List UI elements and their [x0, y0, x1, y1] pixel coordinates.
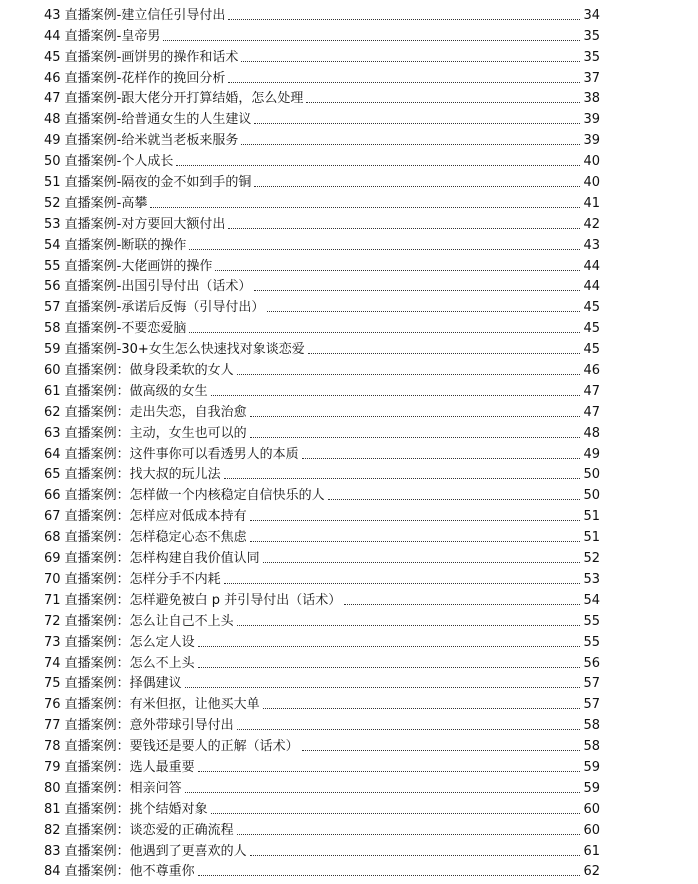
toc-entry-title: 68 直播案例：怎样稳定心态不焦虑 [44, 530, 247, 546]
toc-entry-page: 43 [583, 237, 600, 253]
dot-leader [250, 436, 581, 438]
toc-entry-page: 47 [583, 404, 600, 420]
toc-entry-page: 60 [583, 822, 600, 838]
toc-entry-page: 38 [583, 91, 600, 107]
toc-entry[interactable] [44, 754, 600, 775]
toc-entry[interactable] [44, 566, 600, 587]
toc-entry-title: 65 直播案例：找大叔的玩儿法 [44, 467, 221, 483]
toc-entry-title: 61 直播案例：做高级的女生 [44, 383, 208, 399]
toc-entry-page: 48 [583, 425, 600, 441]
dot-leader [344, 603, 580, 605]
dot-leader [237, 624, 581, 626]
toc-entry-page: 62 [583, 864, 600, 880]
toc-entry[interactable] [44, 2, 600, 23]
toc-entry-title: 63 直播案例：主动，女生也可以的 [44, 425, 247, 441]
toc-entry-page: 45 [583, 321, 600, 337]
toc-entry-page: 35 [583, 49, 600, 65]
toc-entry[interactable] [44, 859, 600, 880]
dot-leader [308, 352, 581, 354]
toc-entry-page: 57 [583, 697, 600, 713]
toc-entry[interactable] [44, 650, 600, 671]
toc-entry[interactable] [44, 399, 600, 420]
toc-entry-title: 59 直播案例-30+女生怎么快速找对象谈恋爱 [44, 342, 305, 358]
toc-entry-title: 83 直播案例：他遇到了更喜欢的人 [44, 843, 247, 859]
toc-entry-title: 72 直播案例：怎么让自己不上头 [44, 613, 234, 629]
toc-entry[interactable] [44, 775, 600, 796]
toc-entry-page: 39 [583, 133, 600, 149]
dot-leader [224, 477, 581, 479]
toc-entry[interactable] [44, 315, 600, 336]
dot-leader [263, 707, 581, 709]
toc-entry-page: 57 [583, 676, 600, 692]
toc-entry[interactable] [44, 462, 600, 483]
toc-entry-title: 44 直播案例-皇帝男 [44, 28, 161, 44]
toc-entry-title: 70 直播案例：怎样分手不内耗 [44, 571, 221, 587]
toc-entry[interactable] [44, 838, 600, 859]
toc-entry[interactable] [44, 524, 600, 545]
toc-entry-title: 53 直播案例-对方要回大额付出 [44, 216, 226, 232]
toc-entry[interactable] [44, 671, 600, 692]
dot-leader [237, 728, 581, 730]
dot-leader [237, 373, 581, 375]
toc-entry-page: 60 [583, 801, 600, 817]
toc-entry-page: 41 [583, 195, 600, 211]
toc-entry-page: 55 [583, 634, 600, 650]
dot-leader [267, 310, 580, 312]
toc-entry-page: 45 [583, 342, 600, 358]
dot-leader [254, 122, 580, 124]
toc-entry-page: 44 [583, 279, 600, 295]
dot-leader [211, 394, 581, 396]
toc-entry[interactable] [44, 127, 600, 148]
toc-entry-page: 40 [583, 175, 600, 191]
toc-entry[interactable] [44, 190, 600, 211]
dot-leader [250, 540, 581, 542]
toc-entry-page: 47 [583, 383, 600, 399]
dot-leader [250, 415, 581, 417]
toc-entry[interactable] [44, 148, 600, 169]
toc-entry-page: 39 [583, 112, 600, 128]
dot-leader [185, 686, 581, 688]
toc-entry-title: 47 直播案例-跟大佬分开打算结婚，怎么处理 [44, 91, 304, 107]
toc-entry-title: 57 直播案例-承诺后反悔（引导付出） [44, 300, 265, 316]
toc-entry-title: 52 直播案例-高攀 [44, 195, 148, 211]
dot-leader [263, 561, 581, 563]
toc-entry-title: 62 直播案例：走出失恋，自我治愈 [44, 404, 247, 420]
toc-entry[interactable] [44, 274, 600, 295]
toc-entry[interactable] [44, 691, 600, 712]
dot-leader [215, 269, 580, 271]
toc-entry[interactable] [44, 608, 600, 629]
toc-entry[interactable] [44, 420, 600, 441]
toc-entry-page: 56 [583, 655, 600, 671]
toc-entry-page: 61 [583, 843, 600, 859]
toc-entry[interactable] [44, 629, 600, 650]
toc-entry[interactable] [44, 441, 600, 462]
dot-leader [241, 60, 580, 62]
toc-entry-page: 51 [583, 509, 600, 525]
toc-entry-title: 64 直播案例：这件事你可以看透男人的本质 [44, 446, 299, 462]
toc-entry-title: 76 直播案例：有米但抠，让他买大单 [44, 697, 260, 713]
toc-entry-title: 66 直播案例：怎样做一个内核稳定自信快乐的人 [44, 488, 325, 504]
toc-entry-title: 84 直播案例：他不尊重你 [44, 864, 195, 880]
toc-entry-title: 45 直播案例-画饼男的操作和话术 [44, 49, 239, 65]
dot-leader [198, 874, 581, 876]
dot-leader [163, 39, 580, 41]
toc-entry-title: 58 直播案例-不要恋爱脑 [44, 321, 187, 337]
dot-leader [237, 833, 581, 835]
toc-entry[interactable] [44, 817, 600, 838]
toc-entry[interactable] [44, 336, 600, 357]
dot-leader [250, 854, 581, 856]
dot-leader [176, 164, 580, 166]
toc-entry[interactable] [44, 357, 600, 378]
toc-entry[interactable] [44, 211, 600, 232]
toc-entry-page: 58 [583, 739, 600, 755]
toc-entry-page: 49 [583, 446, 600, 462]
toc-entry-title: 74 直播案例：怎么不上头 [44, 655, 195, 671]
toc-entry-page: 44 [583, 258, 600, 274]
toc-entry-page: 55 [583, 613, 600, 629]
toc-entry-page: 51 [583, 530, 600, 546]
dot-leader [228, 18, 580, 20]
toc-entry[interactable] [44, 106, 600, 127]
toc-entry-title: 60 直播案例：做身段柔软的女人 [44, 363, 234, 379]
toc-entry-page: 45 [583, 300, 600, 316]
toc-entry-page: 53 [583, 571, 600, 587]
toc-entry-page: 58 [583, 718, 600, 734]
toc-entry-page: 37 [583, 70, 600, 86]
dot-leader [211, 812, 581, 814]
dot-leader [198, 770, 581, 772]
toc-entry-page: 40 [583, 154, 600, 170]
dot-leader [302, 749, 581, 751]
dot-leader [185, 791, 581, 793]
dot-leader [302, 457, 581, 459]
toc-entry-page: 50 [583, 488, 600, 504]
toc-entry[interactable] [44, 503, 600, 524]
toc-entry-title: 55 直播案例-大佬画饼的操作 [44, 258, 213, 274]
dot-leader [254, 289, 580, 291]
toc-entry-title: 48 直播案例-给普通女生的人生建议 [44, 112, 252, 128]
toc-entry[interactable] [44, 545, 600, 566]
toc-entry-page: 50 [583, 467, 600, 483]
table-of-contents [44, 2, 600, 879]
toc-entry[interactable] [44, 587, 600, 608]
dot-leader [189, 331, 580, 333]
dot-leader [198, 645, 581, 647]
toc-entry-page: 42 [583, 216, 600, 232]
toc-entry-title: 81 直播案例：挑个结婚对象 [44, 801, 208, 817]
toc-entry-title: 46 直播案例-花样作的挽回分析 [44, 70, 226, 86]
toc-entry-title: 54 直播案例-断联的操作 [44, 237, 187, 253]
toc-entry-title: 43 直播案例-建立信任引导付出 [44, 7, 226, 23]
toc-entry[interactable] [44, 253, 600, 274]
toc-entry[interactable] [44, 23, 600, 44]
toc-entry-title: 71 直播案例：怎样避免被白 p 并引导付出（话术） [44, 592, 342, 608]
toc-entry-title: 51 直播案例-隔夜的金不如到手的铜 [44, 175, 252, 191]
dot-leader [228, 227, 580, 229]
dot-leader [328, 498, 581, 500]
toc-entry[interactable] [44, 294, 600, 315]
dot-leader [189, 248, 580, 250]
toc-entry-title: 78 直播案例：要钱还是要人的正解（话术） [44, 739, 299, 755]
toc-entry-title: 56 直播案例-出国引导付出（话术） [44, 279, 252, 295]
toc-entry[interactable] [44, 169, 600, 190]
toc-entry-title: 50 直播案例-个人成长 [44, 154, 174, 170]
dot-leader [150, 206, 580, 208]
dot-leader [250, 519, 581, 521]
toc-entry[interactable] [44, 86, 600, 107]
toc-entry-title: 79 直播案例：选人最重要 [44, 759, 195, 775]
dot-leader [254, 185, 580, 187]
toc-entry-title: 69 直播案例：怎样构建自我价值认同 [44, 551, 260, 567]
toc-entry[interactable] [44, 232, 600, 253]
toc-entry-title: 67 直播案例：怎样应对低成本持有 [44, 509, 247, 525]
toc-entry-page: 46 [583, 363, 600, 379]
toc-entry-page: 34 [583, 7, 600, 23]
toc-entry[interactable] [44, 733, 600, 754]
toc-entry-page: 35 [583, 28, 600, 44]
toc-entry-title: 82 直播案例：谈恋爱的正确流程 [44, 822, 234, 838]
toc-entry[interactable] [44, 378, 600, 399]
toc-entry-page: 54 [583, 592, 600, 608]
toc-entry[interactable] [44, 44, 600, 65]
dot-leader [198, 666, 581, 668]
dot-leader [224, 582, 581, 584]
toc-entry-page: 59 [583, 780, 600, 796]
toc-entry[interactable] [44, 712, 600, 733]
dot-leader [306, 101, 580, 103]
toc-entry-title: 75 直播案例：择偶建议 [44, 676, 182, 692]
toc-entry[interactable] [44, 482, 600, 503]
toc-entry[interactable] [44, 796, 600, 817]
dot-leader [228, 81, 580, 83]
toc-entry-page: 52 [583, 551, 600, 567]
dot-leader [241, 143, 580, 145]
toc-entry-title: 80 直播案例：相亲问答 [44, 780, 182, 796]
toc-entry-title: 49 直播案例-给米就当老板来服务 [44, 133, 239, 149]
toc-entry-title: 77 直播案例：意外带球引导付出 [44, 718, 234, 734]
toc-entry[interactable] [44, 65, 600, 86]
toc-entry-page: 59 [583, 759, 600, 775]
toc-entry-title: 73 直播案例：怎么定人设 [44, 634, 195, 650]
